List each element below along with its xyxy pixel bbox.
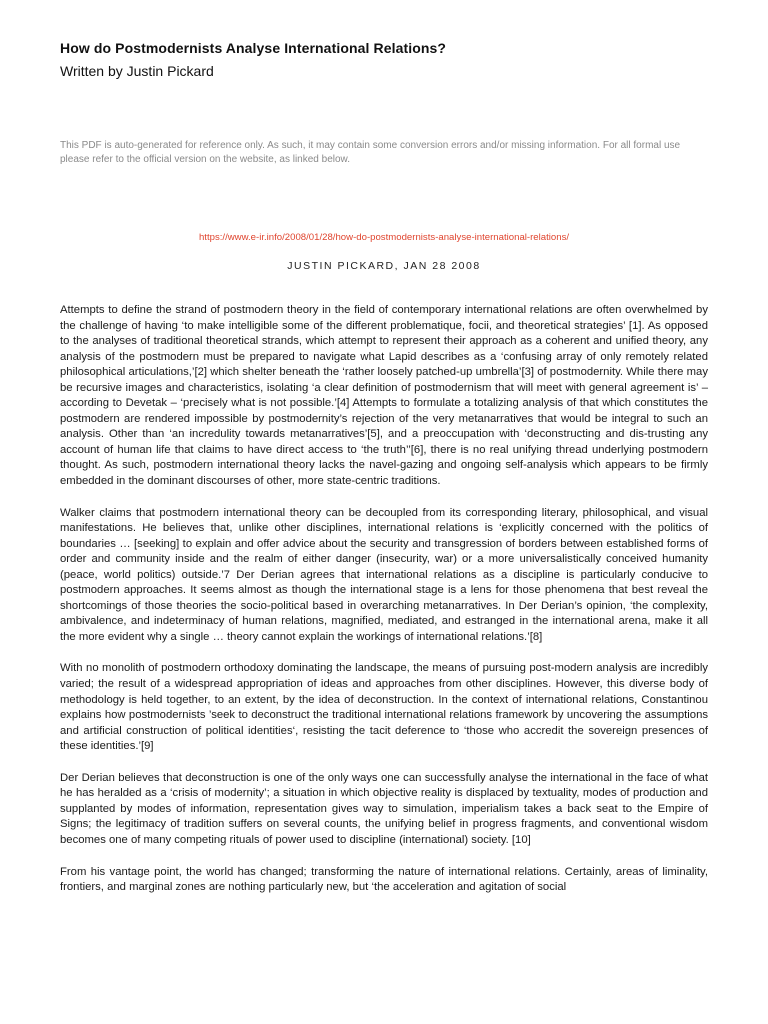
body-paragraph-2: Walker claims that postmodern international theory can be decoupled from its corresponding literary, philosophical, and visual manifestations. He believes that, unlike other disciplines, international relations is ‘explicitly concerned with the politics of boundaries … [seeking] to explain and offer advice about the security and transgression of borders between established forms of order and community inside and the realm of either danger (insecurity, war) or a more universalistically conceived humanity (peace, world politics) outside.’7 Der Derian agrees that international relations as a discipline is particularly conducive to postmodern approaches. It seems almost as though the international stage is a lens for those phenomena that best reveal the shortcomings of those theories the socio-political based in overarching metanarratives. In Der Derian’s opinion, ‘the complexity, ambivalence, and indeterminacy of human relations, magnified, mediated, and estranged in the international arena, make it all the more evident why a single … theory cannot explain the workings of international relations.’[8] — [60, 506, 708, 643]
article-body — [60, 303, 708, 912]
pdf-disclaimer: This PDF is auto-generated for reference only. As such, it may contain some conversion errors and/or missing information. For all formal use please refer to the official version on the website, as linked below. — [60, 140, 681, 165]
body-paragraph-3: With no monolith of postmodern orthodoxy dominating the landscape, the means of pursuing post-modern analysis are incredibly varied; the result of a widespread appropriation of ideas and approaches from other disciplines. However, this diverse body of methodology is held together, to an extent, by the idea of deconstruction. In the context of international relations, Constantinou explains how postmodernists ’seek to deconstruct the traditional international relations framework by uncovering the assumptions and artificial construction of political identities‘, resisting the tacit deference to ‘those who accredit the sovereign presences of these identities.’[9] — [60, 662, 708, 753]
body-paragraph-4: Der Derian believes that deconstruction is one of the only ways one can successfully analyse the international in the face of what he has heralded as a ‘crisis of modernity’; a situation in which objective reality is displaced by textuality, modes of production and supplanted by modes of information, representation gives way to simulation, imperialism takes a back seat to the Empire of Signs; the legitimacy of tradition suffers on several counts, the unifying belief in progress fragments, and conventional wisdom becomes one of many competing rituals of power used to discipline (international) society. [10] — [60, 771, 708, 846]
article-byline: Written by Justin Pickard — [60, 63, 214, 79]
source-url-link[interactable]: https://www.e-ir.info/2008/01/28/how-do-postmodernists-analyse-international-relations/ — [198, 232, 570, 243]
body-paragraph-5: From his vantage point, the world has changed; transforming the nature of international relations. Certainly, areas of liminality, frontiers, and marginal zones are nothing particularly new, but ‘the acceleration and agitation of social — [60, 865, 708, 894]
body-paragraph-1: Attempts to define the strand of postmodern theory in the field of contemporary international relations are often overwhelmed by the challenge of having ‘to make intelligible some of the different problematique, focii, and theoretical strategies’ [1]. As opposed to the analyses of traditional theoretical strands, which attempt to represent their approach as a coherent and unified theory, any analysis of the postmodern must be prepared to navigate what Lapid describes as a ‘confusing array of only remotely related philosophical articulations,’[2] which shelter beneath the ‘rather loosely patched-up umbrella’[3] of postmodernity. While there may be recursive images and characteristics, isolating ‘a clear definition of postmodernism that will meet with general agreement is’ – according to Devetak – ‘precisely what is not possible.’[4] Attempts to formulate a totalizing analysis of that which constitutes the postmodern are rendered impossible by postmodernity’s rejection of the very metanarratives that would be integral to such an analysis. Other than ‘an incredulity towards metanarratives’[5], and a preoccupation with ‘deconstructing and dis-trusting any account of human life that claims to have direct access to ‘the truth’’[6], there is no real unifying thread underlying postmodern thought. As such, postmodern international theory lacks the navel-gazing and ongoing self-analysis which appears to be firmly embedded in the dominant discourses of other, more state-centric traditions. — [60, 304, 708, 488]
article-title: How do Postmodernists Analyse International Relations? — [60, 40, 447, 56]
pdf-page — [60, 0, 708, 1024]
author-date-line: JUSTIN PICKARD, JAN 28 2008 — [287, 260, 481, 272]
